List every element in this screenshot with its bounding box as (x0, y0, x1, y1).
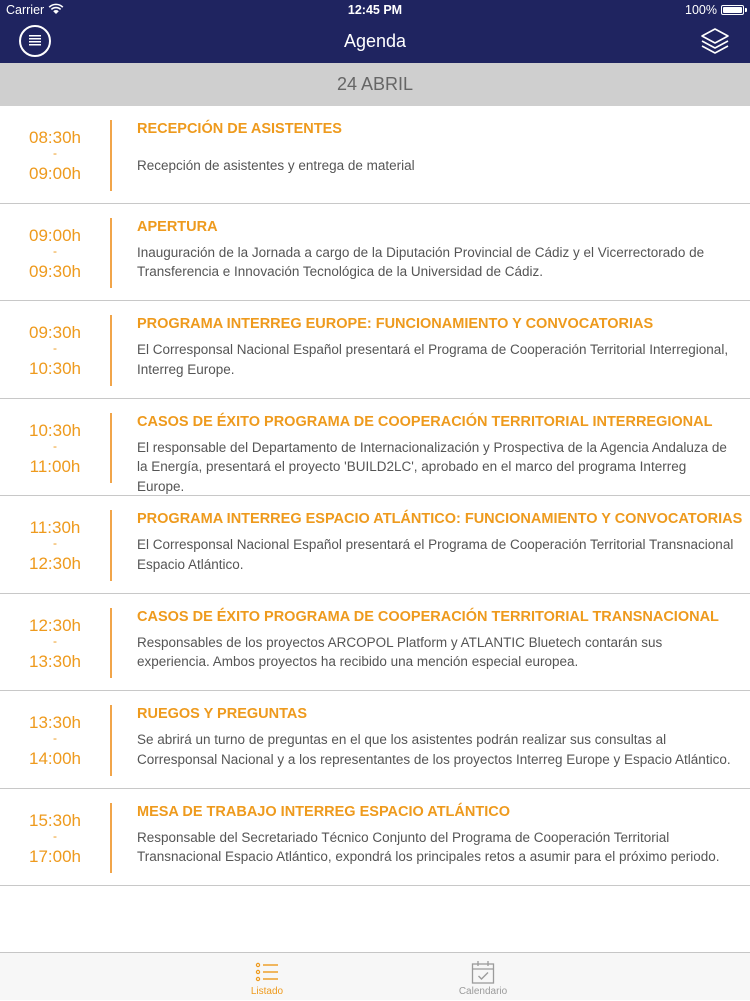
date-header: 24 ABRIL (0, 63, 750, 106)
start-time: 12:30h (29, 615, 81, 635)
status-bar (0, 0, 750, 20)
calendar-icon (470, 959, 496, 985)
start-time: 11:30h (29, 518, 81, 537)
start-time: 08:30h (29, 128, 81, 147)
end-time: 10:30h (29, 359, 81, 378)
time-separator: - (53, 731, 57, 745)
agenda-item[interactable] (0, 496, 750, 594)
battery-percent: 100% (685, 3, 717, 17)
tab-label-calendario: Calendario (458, 986, 508, 997)
time-range (0, 315, 112, 386)
agenda-item[interactable] (0, 399, 750, 497)
tab-calendario[interactable] (423, 953, 543, 1001)
battery-nub (745, 8, 747, 12)
time-separator: - (53, 536, 57, 550)
tab-listado[interactable] (207, 953, 327, 1001)
time-range (0, 803, 112, 874)
time-range (0, 608, 112, 679)
item-description: El responsable del Departamento de Internacionalización y Prospectiva de la Agencia Andaluza de la Energía, presentará el proyecto 'BUILD2LC', aprobado en el marco del programa Interreg Europe. (137, 439, 727, 494)
item-title: CASOS DE ÉXITO PROGRAMA DE COOPERACIÓN TERRITORIAL TRANSNACIONAL (137, 608, 719, 625)
list-icon (254, 959, 280, 985)
start-time: 15:30h (29, 810, 81, 830)
time-range (0, 705, 112, 776)
item-description: Recepción de asistentes y entrega de material (137, 158, 415, 173)
time-separator: - (53, 243, 57, 258)
agenda-item[interactable] (0, 789, 750, 887)
start-time: 09:30h (29, 323, 81, 342)
start-time: 09:00h (29, 225, 81, 245)
layers-icon[interactable] (700, 26, 730, 56)
time-range (0, 510, 112, 581)
end-time: 09:30h (29, 261, 81, 281)
end-time: 11:00h (29, 456, 81, 476)
agenda-item[interactable] (0, 691, 750, 789)
end-time: 09:00h (29, 164, 81, 183)
status-time: 12:45 PM (347, 3, 403, 17)
tab-bar (0, 952, 750, 1000)
time-range (0, 218, 112, 289)
item-description: Responsables de los proyectos ARCOPOL Platform y ATLANTIC Bluetech contarán sus experiencia. Ambos proyectos ha recibido una mención especial europea. (137, 634, 663, 669)
end-time: 12:30h (29, 554, 81, 573)
time-separator: - (53, 438, 57, 453)
agenda-item[interactable] (0, 204, 750, 302)
item-title: RUEGOS Y PREGUNTAS (137, 706, 308, 722)
time-separator: - (53, 633, 57, 648)
end-time: 14:00h (29, 749, 81, 768)
start-time: 10:30h (29, 420, 81, 440)
page-title: Agenda (343, 31, 407, 51)
time-separator: - (53, 146, 57, 160)
battery-icon (721, 5, 744, 15)
agenda-item[interactable] (0, 594, 750, 692)
end-time: 17:00h (29, 846, 81, 866)
item-description: El Corresponsal Nacional Español presentará el Programa de Cooperación Territorial Transnacional Espacio Atlántico. (137, 537, 734, 572)
tab-label-listado: Listado (250, 986, 284, 997)
time-separator: - (53, 341, 57, 355)
item-title: CASOS DE ÉXITO PROGRAMA DE COOPERACIÓN TERRITORIAL INTERREGIONAL (137, 413, 713, 430)
item-description: Responsable del Secretariado Técnico Conjunto del Programa de Cooperación Territorial Transnacional Espacio Atlántico, expondrá los principales retos a asumir para el próximo periodo. (137, 829, 720, 864)
time-range (0, 120, 112, 191)
agenda-item[interactable] (0, 106, 750, 204)
agenda-list (0, 106, 750, 886)
item-title: PROGRAMA INTERREG ESPACIO ATLÁNTICO: FUNCIONAMIENTO Y CONVOCATORIAS (137, 511, 743, 527)
agenda-item[interactable] (0, 301, 750, 399)
nav-bar (0, 0, 750, 63)
time-range (0, 413, 112, 484)
start-time: 13:30h (29, 713, 81, 732)
item-title: PROGRAMA INTERREG EUROPE: FUNCIONAMIENTO Y CONVOCATORIAS (137, 316, 654, 332)
time-separator: - (53, 828, 57, 843)
item-title: APERTURA (137, 218, 218, 235)
item-description: Se abrirá un turno de preguntas en el que los asistentes podrán realizar sus consultas al Corresponsal Nacional y a los representantes de los proyectos Interreg Europe y Espacio Atlántico. (137, 732, 731, 767)
status-carrier: Carrier (6, 3, 45, 17)
item-description: El Corresponsal Nacional Español presentará el Programa de Cooperación Territorial Interregional, Interreg Europe. (137, 342, 729, 377)
item-title: MESA DE TRABAJO INTERREG ESPACIO ATLÁNTICO (137, 803, 510, 820)
end-time: 13:30h (29, 651, 81, 671)
item-title: RECEPCIÓN DE ASISTENTES (137, 121, 342, 137)
item-description: Inauguración de la Jornada a cargo de la Diputación Provincial de Cádiz y el Vicerrectorado de Transferencia e Innovación Tecnológica de la Universidad de Cádiz. (137, 244, 705, 279)
